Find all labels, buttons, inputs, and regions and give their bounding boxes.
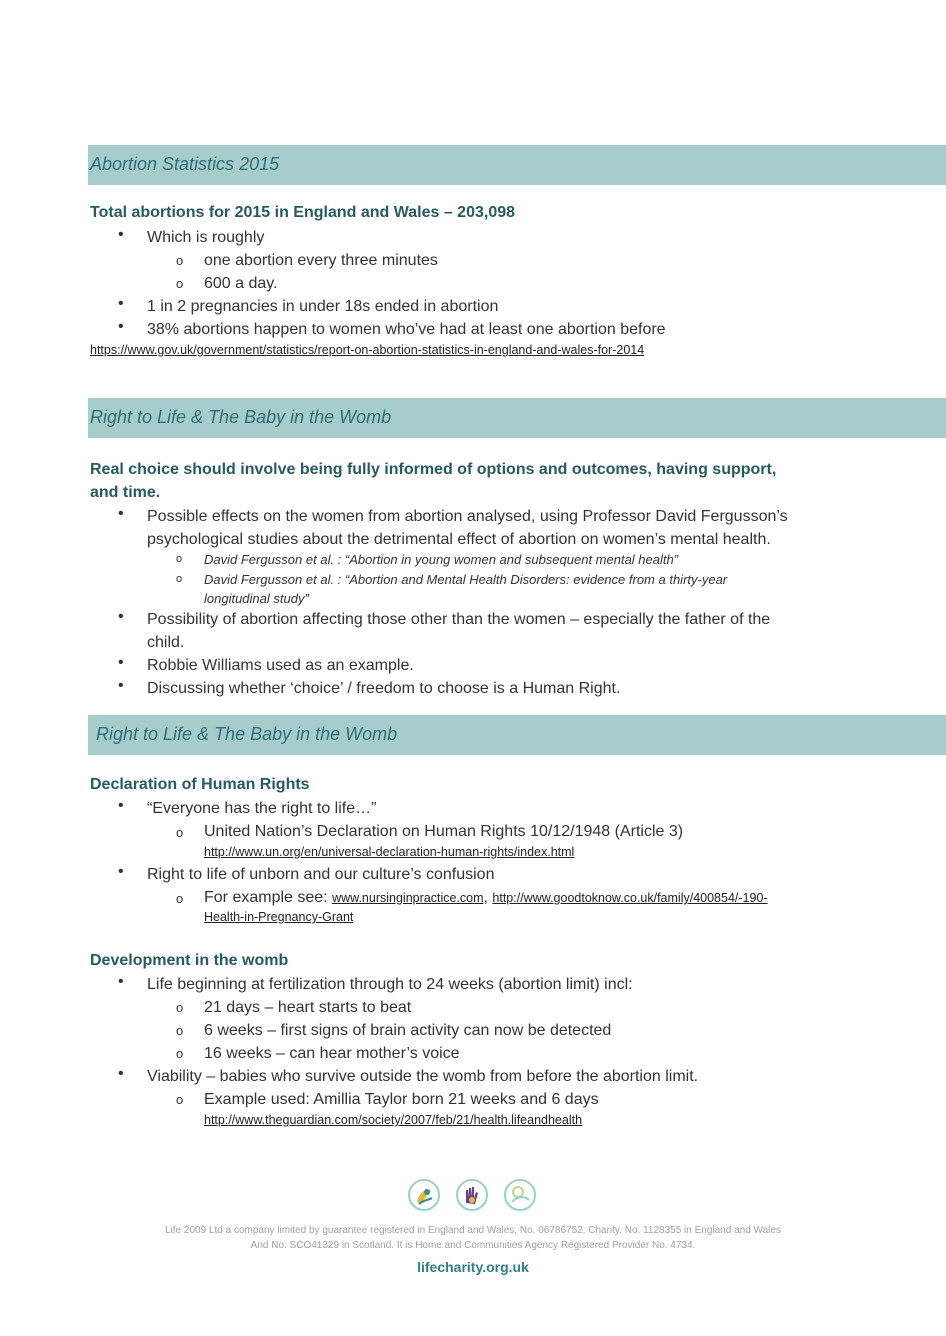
circle-bullet-icon: o (176, 1092, 184, 1107)
example-prefix: For example see: (204, 889, 333, 906)
list-item: “Everyone has the right to life…” (147, 800, 377, 817)
hands-icon (455, 1178, 489, 1212)
heading-total-abortions: Total abortions for 2015 in England and Wales – 203,098 (90, 204, 516, 221)
list-item: 16 weeks – can hear mother’s voice (204, 1045, 460, 1062)
list-item: 38% abortions happen to women who’ve had at least one abortion before (147, 321, 666, 338)
bullet-icon: • (118, 863, 124, 880)
bullet-icon: • (118, 973, 124, 990)
section-title: Right to Life & The Baby in the Womb (90, 407, 392, 427)
list-item: one abortion every three minutes (204, 252, 438, 269)
section-title: Right to Life & The Baby in the Womb (96, 724, 398, 744)
heading-development: Development in the womb (90, 952, 289, 969)
list-item: Discussing whether ‘choice’ / freedom to choose is a Human Right. (147, 680, 621, 697)
section-band-human-rights (88, 715, 946, 755)
list-item: Possibility of abortion affecting those other than the women – especially the father of the (147, 611, 771, 628)
list-item-cont: child. (147, 634, 185, 651)
footer-legal-line1: Life 2009 Ltd a company limited by guarantee registered in England and Wales, No. 06786752. Charity. No. 1128355 in England and Wales (165, 1225, 781, 1236)
circle-bullet-icon: o (176, 253, 184, 268)
heading-declaration: Declaration of Human Rights (90, 776, 310, 793)
list-item: Life beginning at fertilization through to 24 weeks (abortion limit) incl: (147, 976, 633, 993)
section-title: Abortion Statistics 2015 (90, 154, 280, 174)
goodtoknow-link-cont[interactable]: Health-in-Pregnancy-Grant (204, 910, 354, 924)
circle-bullet-icon: o (176, 1023, 184, 1038)
bullet-icon: • (118, 677, 124, 694)
bullet-icon: • (118, 226, 124, 243)
circle-bullet-icon: o (176, 573, 183, 585)
list-item: Possible effects on the women from abortion analysed, using Professor David Fergusson’s (147, 508, 788, 525)
list-item: Robbie Williams used as an example. (147, 657, 414, 674)
list-item: United Nation’s Declaration on Human Rights 10/12/1948 (Article 3) (204, 823, 684, 840)
list-item: David Fergusson et al. : “Abortion and Mental Health Disorders: evidence from a thirty-year (204, 572, 728, 587)
list-item: Which is roughly (147, 229, 265, 246)
mother-baby-icon (407, 1178, 441, 1212)
circle-bullet-icon: o (176, 276, 184, 291)
footer-legal-line2: And No. SCO41329 in Scotland. It is Home and Communities Agency Registered Provider No. 4734. (250, 1240, 696, 1251)
nursing-link[interactable]: www.nursinginpractice.com (332, 891, 484, 905)
un-declaration-link[interactable]: http://www.un.org/en/universal-declaration-human-rights/index.html (204, 845, 575, 859)
list-item: 600 a day. (204, 275, 278, 292)
list-item: 21 days – heart starts to beat (204, 999, 412, 1016)
section-band-right-to-life (88, 398, 946, 438)
bullet-icon: • (118, 318, 124, 335)
goodtoknow-link[interactable]: http://www.goodtoknow.co.uk/family/400854/-190- (492, 891, 768, 905)
circle-bullet-icon: o (176, 891, 184, 906)
list-item: Example used: Amillia Taylor born 21 weeks and 6 days (204, 1091, 599, 1108)
source-link[interactable]: https://www.gov.uk/government/statistics/report-on-abortion-statistics-in-england-and-wales-for-2014 (90, 343, 645, 357)
heading-real-choice-cont: and time. (90, 484, 161, 501)
bullet-icon: • (118, 295, 124, 312)
list-item: David Fergusson et al. : “Abortion in young women and subsequent mental health” (204, 552, 679, 567)
bullet-icon: • (118, 1065, 124, 1082)
circle-bullet-icon: o (176, 553, 183, 565)
list-item-cont: longitudinal study” (204, 591, 309, 606)
section-band-statistics (88, 145, 946, 185)
bullet-icon: • (118, 608, 124, 625)
baby-icon (503, 1178, 537, 1212)
guardian-link[interactable]: http://www.theguardian.com/society/2007/feb/21/health.lifeandhealth (204, 1113, 583, 1127)
heading-real-choice: Real choice should involve being fully informed of options and outcomes, having support, (90, 461, 777, 478)
list-item: 1 in 2 pregnancies in under 18s ended in abortion (147, 298, 499, 315)
circle-bullet-icon: o (176, 1000, 184, 1015)
bullet-icon: • (118, 797, 124, 814)
bullet-icon: • (118, 654, 124, 671)
separator: , (483, 889, 493, 906)
website-link[interactable]: lifecharity.org.uk (417, 1259, 529, 1275)
list-item (204, 886, 768, 910)
bullet-icon: • (118, 505, 124, 522)
circle-bullet-icon: o (176, 825, 184, 840)
list-item: Right to life of unborn and our culture’s confusion (147, 866, 495, 883)
list-item-cont: psychological studies about the detrimental effect of abortion on women’s mental health. (147, 531, 771, 548)
list-item: Viability – babies who survive outside the womb from before the abortion limit. (147, 1068, 699, 1085)
list-item: 6 weeks – first signs of brain activity can now be detected (204, 1022, 612, 1039)
circle-bullet-icon: o (176, 1046, 184, 1061)
